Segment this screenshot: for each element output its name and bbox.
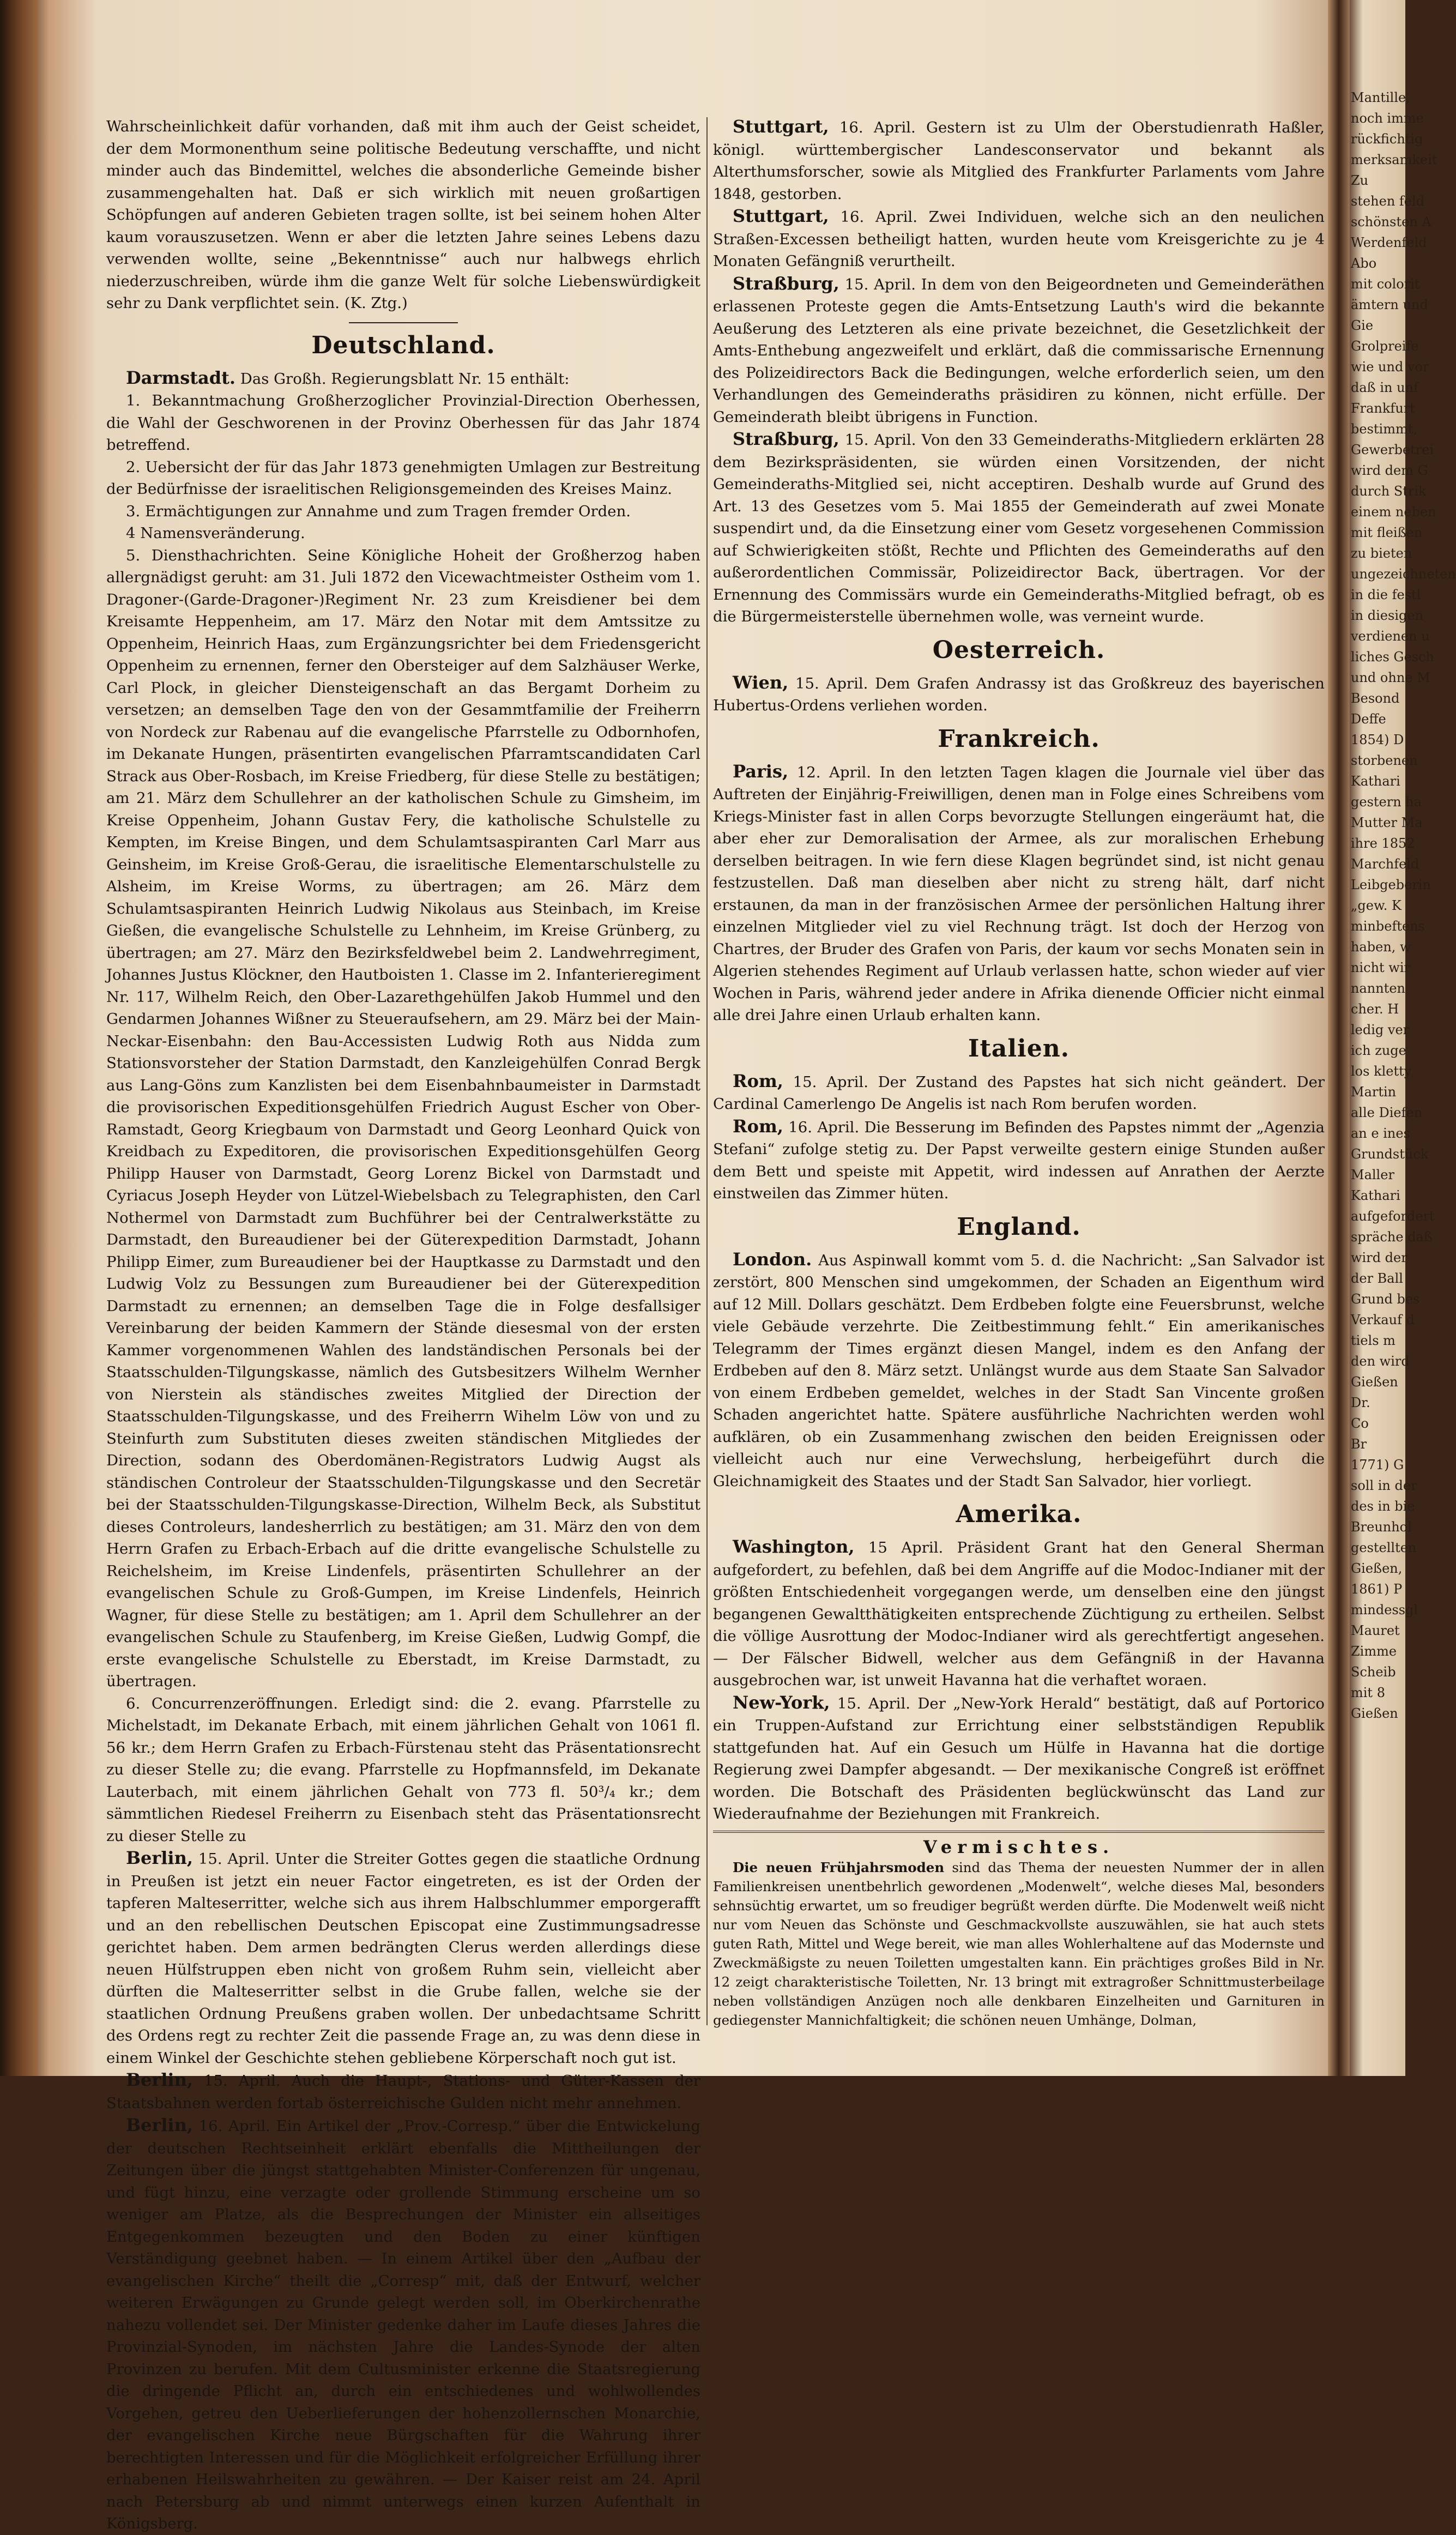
edge-fragment: Frankfurt [1351,401,1415,416]
edge-fragment: stehen feld [1351,194,1425,209]
section-heading-england: England. [957,1212,1081,1241]
left-column [106,116,701,2532]
edge-fragment: durch Strik [1351,484,1427,499]
edge-fragment: bestimmt, [1351,421,1417,437]
edge-fragment: minbeftens [1351,919,1425,934]
section-heading-oesterreich: Oesterreich. [932,636,1105,664]
edge-fragment: Dr. [1351,1395,1370,1410]
edge-fragment: Zu [1351,173,1369,188]
dateline-city: Straßburg, [733,273,839,294]
article-vermischtes: Die neuen Frühjahrsmoden sind das Thema der neuesten Nummer der in allen Familienkreisen unentbehrlich gewordenen „Modenwelt“, welche dieses Mal, besonders sehnsüchtig erwartet, um so freudiger begrüßt werden dürfte. Die Modenwelt weiß nicht nur vom Neuen das Schönste und Geschmackvollste auszuwählen, sie hat auch stets guten Rath, Mittel und Wege bereit, wie man alles Wohlerhaltene auf das Modernste und Zweckmäßigste zu neuen Toiletten umgestalten kann. Ein prächtiges großes Bild in Nr. 12 zeigt charakteristische Toiletten, Nr. 13 bringt mit extragroßer Schnittmusterbeilage neben vollständigen Anzügen noch alle denkbaren Einzelheiten und Garnituren in gediegenster Mannichfaltigkeit; die schönen neuen Umhänge, Dolman, [713,1860,1325,2028]
edge-fragment: alle Diefen [1351,1105,1423,1120]
list-item: 1. Bekanntmachung Großherzoglicher Provinzial-Direction Oberhessen, die Wahl der Geschworenen in der Provinz Oberhessen für das Jahr 1874 betreffend. [106,392,700,454]
dateline-city: Berlin, [126,2115,193,2135]
dateline-city: Paris, [733,760,789,782]
edge-fragment: Deffe [1351,711,1386,727]
edge-fragment: Co [1351,1416,1369,1431]
top-fragment: Wahrscheinlichkeit dafür vorhanden, daß mit ihm auch der Geist scheidet, der dem Mormonenthum seine politische Bedeutung verschaffte, und nicht minder auch das Bindemittel, welches die absonderliche Gemeinde bisher zusammengehalten hat. Daß er sich wirklich mit neuen großartigen Schöpfungen auf anderen Gebieten tragen sollte, ist bei seinem hohen Alter kaum vorauszusetzen. Wenn er aber die letzten Jahre seines Lebens dazu verwenden wollte, seine „Bekenntnisse“ auch nur halbwegs ehrlich niederzuschreiben, würde ihm die ganze Welt für solche Liebenswürdigkeit sehr zu Dank verpflichtet sein. (K. Ztg.) [106,118,700,312]
edge-fragment: cher. H [1351,1001,1399,1017]
book-spine [0,0,38,2076]
section-heading-vermischtes: Vermischtes. [713,1831,1325,1858]
edge-fragment: gestellten [1351,1540,1417,1555]
page-gutter [1328,0,1350,2076]
edge-fragment: Gewerbetrei [1351,442,1434,457]
article-strassburg: Straßburg, 15. April. Von den 33 Gemeinderaths-Mitgliedern erklärten 28 dem Bezirkspräsidenten, sie würden einen Vorsitzenden, der nicht Gemeinderaths-Mitglied sei, nicht acceptiren. Deshalb wurde auf Grund des Art. 13 des Gesetzes vom 5. Mai 1855 der Gemeinderath auf zwei Monate suspendirt und, da die Einsetzung einer vom Gesetz vorgesehenen Commission auf Schwierigkeiten stößt, Rechte und Pflichten des Gemeinderaths auf den außerordentlichen Commissär, Polizeidirector Back, übertragen. Vor der Ernennung des Commissärs wurde ein Gemeinderaths-Mitglied befragt, ob es die Bürgermeisterstelle übernehmen wolle, was verneint wurde. [713,428,1325,625]
edge-fragment: ich zuge [1351,1043,1406,1058]
edge-fragment: Grundstück [1351,1146,1429,1162]
edge-fragment: Kathari [1351,774,1400,789]
edge-fragment: ihre 1852 [1351,836,1415,851]
dateline-city: Rom, [733,1070,783,1091]
edge-fragment: zu bieten [1351,546,1412,561]
edge-fragment: des in bie [1351,1499,1415,1514]
edge-fragment: daß in unf [1351,380,1418,395]
edge-fragment: wird dem G [1351,463,1428,478]
edge-fragment: Leibgeberin [1351,877,1431,892]
dateline-city: Rom, [733,1115,783,1137]
column-rule [706,117,708,2025]
list-item: 3. Ermächtigungen zur Annahme und zum Tragen fremder Orden. [126,502,631,520]
dateline-city: Straßburg, [733,428,839,449]
edge-fragment: Martin [1351,1084,1397,1100]
edge-fragment: los kletty [1351,1064,1412,1079]
edge-fragment: soll in der [1351,1478,1417,1493]
article-washington: Washington, 15 April. Präsident Grant hat den General Sherman aufgefordert, zu befehlen, daß bei dem Angriffe auf die Modoc-Indianer mit der größten Entschiedenheit vorgegangen werde, um denselben eine den jüngst begangenen Gewaltthätigkeiten entsprechende Züchtigung zu ertheilen. Selbst die völlige Ausrottung der Modoc-Indianer wird als gerechtfertigt angesehen. — Der Fälscher Bidwell, welcher aus dem Gefängniß in der Havanna ausgebrochen war, ist unweit Havanna hat die verhaftet woraen. [713,1536,1325,1689]
edge-fragment: ungezeichneten [1351,566,1456,582]
edge-fragment: Marchfeld [1351,856,1419,872]
dateline-city: Washington, [733,1536,855,1557]
edge-fragment: 1861) P [1351,1582,1403,1597]
right-column [713,116,1325,2035]
edge-fragment: haben, w [1351,939,1411,955]
edge-fragment: noch imme [1351,111,1424,126]
dateline-city: Stuttgart, [733,206,829,226]
dateline-city: Berlin, [126,1848,193,1868]
section-heading-deutschland: Deutschland. [311,331,496,359]
dateline-city: Wien, [733,672,789,693]
edge-fragment: liches Gesch [1351,649,1434,665]
edge-fragment: 1854) D [1351,732,1404,747]
edge-fragment: nannten [1351,981,1405,996]
edge-fragment: Grolpreife [1351,339,1419,354]
edge-fragment: ämtern und [1351,297,1428,312]
edge-fragment: Mantille, [1351,90,1410,105]
edge-fragment: „gew. K [1351,898,1401,913]
dateline-city: Stuttgart, [733,116,829,137]
edge-fragment: verdienen u [1351,629,1430,644]
edge-fragment: Zimme [1351,1644,1397,1659]
edge-fragment: Gießen [1351,1706,1398,1721]
article-rom: Rom, 15. April. Der Zustand des Papstes hat sich nicht geändert. Der Cardinal Camerlengo De Angelis ist nach Rom berufen worden. [713,1070,1325,1113]
edge-fragment: Mutter Ma [1351,815,1423,830]
edge-fragment: den wird [1351,1354,1410,1369]
adjacent-page-edge [1351,87,1456,2050]
edge-fragment: schönsten A [1351,214,1431,230]
edge-fragment: Scheib [1351,1664,1396,1680]
list-item: 2. Uebersicht der für das Jahr 1873 genehmigten Umlagen zur Bestreitung der Bedürfnisse der israelitischen Religionsgemeinden des Kreises Mainz. [106,458,700,498]
section-heading-italien: Italien. [968,1034,1070,1063]
article-rom: Rom, 16. April. Die Besserung im Befinden des Papstes nimmt der „Agenzia Stefani“ zufolge stetig zu. Der Papst verweilte gestern einige Stunden außer dem Bett und speiste mit Appetit, wird indessen auf Anrathen der Aerzte einstweilen das Zimmer hüten. [713,1115,1325,1202]
edge-fragment: Abo [1351,256,1377,271]
edge-fragment: Gie [1351,318,1374,333]
edge-fragment: tiels m [1351,1333,1395,1348]
edge-fragment: einem neben [1351,504,1436,520]
edge-fragment: storbenen [1351,753,1418,768]
edge-fragment: gestern ha [1351,794,1422,810]
edge-fragment: wie und vor [1351,359,1429,375]
edge-fragment: Maller [1351,1167,1394,1182]
edge-fragment: Gießen, [1351,1561,1403,1576]
edge-fragment: an e ines [1351,1126,1410,1141]
article-wien: Wien, 15. April. Dem Grafen Andrassy ist das Großkreuz des bayerischen Hubertus-Ordens verliehen worden. [713,672,1325,714]
edge-fragment: merksamkeit [1351,152,1437,167]
article-berlin: Berlin, 15. April. Auch die Haupt-, Stations- und Güter-Kassen der Staatsbahnen werden fortab österreichische Gulden nicht mehr annehmen. [106,2069,701,2112]
article-darmstadt: Darmstadt. Das Großh. Regierungsblatt Nr. 15 enthält: [126,367,570,388]
dateline-city: New-York, [733,1692,830,1713]
article-stuttgart: Stuttgart, 16. April. Zwei Individuen, welche sich an den neulichen Straßen-Excessen betheiligt hatten, wurden heute vom Kreisgerichte zu je 4 Monaten Gefängniß verurtheilt. [713,206,1325,270]
edge-fragment: 1771) G [1351,1457,1404,1472]
edge-fragment: aufgefordert [1351,1209,1435,1224]
edge-fragment: Br [1351,1436,1367,1452]
edge-fragment: mit fleißen [1351,525,1423,540]
edge-fragment: Verkauf d [1351,1312,1415,1327]
edge-fragment: Werdenfeld [1351,235,1427,250]
dateline-city: Darmstadt. [126,367,236,388]
edge-fragment: mindessgl [1351,1602,1418,1617]
edge-fragment: in diesigen [1351,608,1424,623]
list-item: 4 Namensveränderung. [126,524,305,542]
edge-fragment: der Ball [1351,1271,1403,1286]
article-newyork: New-York, 15. April. Der „New-York Herald“ bestätigt, daß auf Portorico ein Truppen-Aufstand zur Errichtung einer selbstständigen Republik stattgefunden hat. Auf ein Gesuch um Hülfe in Havanna hat die dortige Regierung zwei Dampfer abgesandt. — Der mexikanische Congreß ist eröffnet worden. Die Botschaft des Präsidenten beglückwünscht das Land zur Wiederaufnahme der Beziehungen mit Frankreich. [713,1692,1325,1822]
edge-fragment: Gießen [1351,1374,1398,1390]
edge-fragment: Breunhol [1351,1519,1412,1535]
edge-fragment: ledig ver [1351,1022,1410,1037]
section-heading-frankreich: Frankreich. [938,725,1100,753]
edge-fragment: Kathari [1351,1188,1400,1203]
lead-text: Die neuen Frühjahrsmoden [733,1860,945,1875]
edge-fragment: wird der [1351,1250,1407,1265]
edge-fragment: mit 8 [1351,1685,1385,1700]
edge-fragment: Mauret [1351,1623,1400,1638]
list-item: 6. Concurrenzeröffnungen. Erledigt sind: die 2. evang. Pfarrstelle zu Michelstadt, im Dekanate Erbach, mit einem jährlichen Gehalt von 1061 fl. 56 kr.; dem Herrn Grafen zu Erbach-Fürstenau steht das Präsentationsrecht zu dieser Stelle zu; die evang. Pfarrstelle zu Hopfmannsfeld, im Dekanate Lauterbach, mit einem jährlichen Gehalt von 773 fl. 50³/₄ kr.; dem sämmtlichen Riedesel Freiherrn zu Eisenbach steht das Präsentationsrecht zu dieser Stelle zu [106,1694,700,1845]
edge-fragment: und ohne M [1351,670,1430,685]
article-strassburg: Straßburg, 15. April. In dem von den Beigeordneten und Gemeinderäthen erlassenen Proteste gegen die Amts-Entsetzung Lauth's wird die bekannte Aeußerung des Letzteren als eine private bezeichnet, die Gesetzlichkeit der Amts-Enthebung angezweifelt und erklärt, daß die commissarische Ernennung des Polizeidirectors Back die Bedingungen, welche erforderlich seien, um den Verhandlungen des Gemeinderaths präsidiren zu können, nicht erfülle. Der Gemeinderath bleibt übrigens in Function. [713,273,1325,426]
dateline-city: Berlin, [126,2069,193,2090]
article-stuttgart: Stuttgart, 16. April. Gestern ist zu Ulm der Oberstudienrath Haßler, königl. württembergischer Landesconservator und bekannt als Alterthumsforscher, sowie als Mitglied des Frankfurter Parlaments vom Jahre 1848, gestorben. [713,116,1325,203]
edge-fragment: mit colorit [1351,276,1420,292]
edge-fragment: Besond [1351,691,1400,706]
edge-fragment: rückfichtig [1351,131,1423,147]
edge-fragment: Grund bes [1351,1291,1420,1307]
edge-fragment: spräche daß [1351,1229,1433,1245]
article-paris: Paris, 12. April. In den letzten Tagen klagen die Journale viel über das Auftreten der Einjährig-Freiwilligen, denen man in Folge eines Schreibens vom Kriegs-Minister fast in allen Corps bevorzugte Stellungen eingeräumt hat, die aber eher zur Demoralisation der Armee, als zur moralischen Erhebung derselben beitragen. In wie fern diese Klagen begründet sind, ist nicht genau festzustellen. Daß man dieselben aber nicht zu streng hält, darf nicht erstaunen, da man in der französischen Armee der persönlichen Haltung ihrer einzelnen Mitglieder viel zu viel Rechnung trägt. Ist doch der Herzog von Chartres, der Bruder des Grafen von Paris, der kaum vor sechs Monaten sein in Algerien stehendes Regiment auf Urlaub verlassen hatte, schon wieder auf vier Wochen in Paris, während jeder andere in Afrika dienende Officier nicht einmal alle drei Jahre einen Urlaub erhalten kann. [713,760,1325,1024]
section-heading-amerika: Amerika. [956,1500,1082,1528]
article-berlin: Berlin, 15. April. Unter die Streiter Gottes gegen die staatliche Ordnung in Preußen ist jetzt ein neuer Factor eingetreten, es ist der Orden der tapferen Malteserritter, welche sich aus ihrem Halbschlummer emporgerafft und an den rebellischen Deutschen Episcopat eine Zustimmungsadresse gerichtet haben. Dem armen bedrängten Clerus werden allerdings diese neuen Hülfstruppen eben nicht von großem Ruhm sein, vielleicht aber dürften die Malteserritter selbst in die Grube fallen, welche sie der staatlichen Ordnung Preußens graben wollen. Der unbedachtsame Schritt des Ordens regt zu rechter Zeit die passende Frage an, zu was denn diese in einem Winkel der Geschichte stehen gebliebene Körperschaft noch gut ist. [106,1848,700,2067]
article-berlin: Berlin, 16. April. Ein Artikel der „Prov.-Corresp.“ über die Entwickelung der deutschen Rechtseinheit erklärt ebenfalls die Mittheilungen der Zeitungen über die jüngst stattgehabten Minister-Conferenzen für ungenau, und fügt hinzu, eine verzagte oder grollende Stimmung erscheine um so weniger am Platze, als die Besprechungen der Minister ein allseitiges Entgegenkommen bezeugten und den Boden zu einer künftigen Verständigung geebnet haben. — In einem Artikel über den „Aufbau der evangelischen Kirche“ theilt die „Corresp“ mit, daß der Entwurf, welcher weiteren Erwägungen zu Grunde gelegt werden soll, im Oberkirchenrathe nahezu vollendet sei. Der Minister gedenke daher im Laufe dieses Jahres die Provinzial-Synoden, im nächsten Jahre die Landes-Synode der alten Provinzen zu berufen. Mit dem Cultusminister erkenne die Staatsregierung die dringende Pflicht an, durch ein entschiedenes und wohlwollendes Vorgehen, getreu den Ueberlieferungen der hohenzollernschen Monarchie, der evangelischen Kirche neue Bürgschaften für die Wahrung ihrer berechtigten Interessen und für die Möglichkeit erfolgreicher Erfüllung ihrer erhabenen Heilswahrheiten zu gewähren. — Der Kaiser reist am 24. April nach Petersburg ab und nimmt unterwegs einen kurzen Aufenthalt in Königsberg. [106,2115,700,2532]
dateline-city: London. [733,1248,812,1270]
edge-fragment: in die festl [1351,587,1421,602]
article-london: London. Aus Aspinwall kommt vom 5. d. die Nachricht: „San Salvador ist zerstört, 800 Menschen sind umgekommen, der Schaden an Eigenthum wird auf 12 Mill. Dollars geschätzt. Dem Erdbeben folgte eine Feuersbrunst, welche viele Gebäude verzehrte. Die Zeitbestimmung fehlt.“ Ein amerikanisches Telegramm der Times ergänzt diesen Mangel, indem es den Anfang der Erdbeben auf den 8. März setzt. Unlängst wurde aus dem Staate San Salvador von einem Erdbeben gemeldet, welches in der Stadt San Vincente großen Schaden angerichtet hatte. Spätere ausführliche Nachrichten werden wohl aufklären, ob ein Zusammenhang zwischen den beiden Ereignissen oder vielleicht auch nur eine Verwechslung, herbeigeführt durch die Gleichnamigkeit des Staates und der Stadt San Salvador, hier vorliegt. [713,1248,1325,1490]
list-item: 5. Diensthachrichten. Seine Königliche Hoheit der Großherzog haben allergnädigst geruht: am 31. Juli 1872 den Vicewachtmeister Ostheim vom 1. Dragoner-(Garde-Dragoner-)Regiment Nr. 23 zum Kreisdiener bei dem Kreisamte Heppenheim, am 17. März den Notar mit dem Amtssitze zu Oppenheim, Heinrich Haas, zum Ergänzungsrichter bei dem Friedensgericht Oppenheim zu ernennen, ferner den Obersteiger auf dem Salzhäuser Werke, Carl Plock, in gleicher Diensteigenschaft an das Bergamt Dorheim zu versetzen; an demselben Tage den von der Gesammtfamilie der Freiherrn von Nordeck zur Rabenau auf die evangelische Pfarrstelle zu Odbornhofen, im Dekanate Hungen, präsentirten evangelischen Pfarramtscandidaten Carl Strack aus Ober-Rosbach, im Kreise Friedberg, für diese Stelle zu bestätigen; am 21. März dem Schullehrer an der katholischen Schule zu Gimsheim, im Kreise Oppenheim, Johann Gustav Fery, die katholische Schulstelle zu Kempten, im Kreise Bingen, und dem Schulamtsaspiranten Carl Marr aus Geinsheim, im Kreise Groß-Gerau, die israelitische Elementarschulstelle zu Alsheim, im Kreise Worms, zu übertragen; am 26. März dem Schulamtsaspiranten Heinrich Ludwig Nikolaus aus Steinbach, im Kreise Gießen, die evangelische Schulstelle zu Lehnheim, im Kreise Grünberg, zu übertragen; am 27. März den Bezirksfeldwebel beim 2. Landwehrregiment, Johannes Justus Klöckner, den Hautboisten 1. Classe im 2. Infanterieregiment Nr. 117, Wilhelm Reich, den Ober-Lazarethgehülfen Jakob Hummel und den Gendarmen Johannes Wißner zu Steueraufsehern, am 29. März bei der Main-Neckar-Eisenbahn: den Bau-Accessisten Ludwig Roth aus Nidda zum Stationsvorsteher der Station Darmstadt, den Kanzleigehülfen Conrad Bergk aus Lang-Göns zum Kanzlisten bei dem Eisenbahnbaumeister in Darmstadt die provisorischen Expeditionsgehülfen Friedrich August Escher von Ober-Ramstadt, Georg Kriegbaum von Darmstadt und Georg Leonhard Quick von Kreidbach zu Expeditoren, die provisorischen Expeditionsgehülfen Georg Philipp Hauser von Darmstadt, Georg Lorenz Bickel von Darmstadt und Cyriacus Joseph Heyder von Lützel-Wiebelsbach zu Telegraphisten, den Carl Nothermel von Darmstadt zum Buchführer bei der Centralwerkstätte zu Darmstadt, den Bureaudiener bei der Güterexpedition Darmstadt, Johann Philipp Eimer, zum Bureaudiener bei der Hauptkasse zu Darmstadt und den Ludwig Volz zu Bessungen zum Bureaudiener bei der Güterexpedition Darmstadt zu ernennen; an demselben Tage die in Folge desfallsiger Vereinbarung der beiden Kammern der Stände diesesmal von der ersten Kammer vorgenommenen Wahlen des landständischen Personals bei der Staatsschulden-Tilgungskasse, nämlich des Gutsbesitzers Wilhelm Wernher von Nierstein als ständisches zweites Mitglied der Direction der Staatsschulden-Tilgungskasse, und des Freiherrn Wihelm Löw von und zu Steinfurth zum Substituten dieses zweiten ständischen Mitgliedes der Direction, sodann des Oberdomänen-Registrators Ludwig Augst als ständischen Controleur der Staatsschulden-Tilgungskasse und den Secretär bei der Staatsschulden-Tilgungskasse-Direction, Wilhelm Beck, als Substitut dieses Controleurs, landesherrlich zu bestätigen; am 31. März den von dem Herrn Grafen zu Erbach-Erbach auf die dritte evangelische Schulstelle zu Reichelsheim, im Kreise Lindenfels, präsentirten Schullehrer an der evangelischen Schule zu Groß-Gumpen, im Kreise Lindenfels, Heinrich Wagner, für diese Stelle zu bestätigen; am 1. April dem Schullehrer an der evangelischen Schule zu Staufenberg, im Kreise Gießen, Ludwig Gompf, die erste evangelische Schulstelle zu Eberstadt, im Kreise Darmstadt, zu übertragen. [106,546,700,1690]
separator [349,322,458,323]
edge-fragment: nicht wir [1351,960,1410,975]
